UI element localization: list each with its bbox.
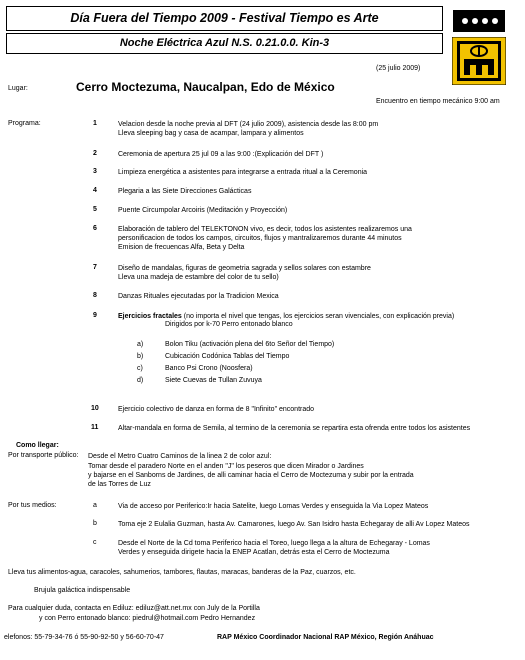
publico-line-2: Tomar desde el paradero Norte en el anden "J" los peseros que dicen Mirador o Jardines bbox=[88, 463, 364, 470]
item-10-line-1: Ejercicio colectivo de danza en forma de 8 "Infinito" encontrado bbox=[118, 406, 315, 413]
item-7-line-2: Lleva una madeja de estambre del color de tu sello) bbox=[118, 274, 279, 281]
item-number: 7 bbox=[93, 264, 97, 271]
item-number: 11 bbox=[91, 424, 99, 431]
page-subtitle: Noche Eléctrica Azul N.S. 0.21.0.0. Kin-3 bbox=[6, 33, 443, 54]
transporte-publico-label: Por transporte público: bbox=[8, 452, 79, 459]
lugar-label: Lugar: bbox=[8, 85, 28, 92]
item-number: 10 bbox=[91, 405, 99, 412]
item-7-line-1: Diseño de mandalas, figuras de geometria sagrada y sellos solares con estambre bbox=[118, 265, 371, 272]
item-number: 2 bbox=[93, 150, 97, 157]
rap-line: RAP México Coordinador Nacional RAP México, Región Anáhuac bbox=[217, 634, 434, 641]
item-2-line-1: Ceremonia de apertura 25 jul 09 a las 9:00 :(Explicación del DFT ) bbox=[118, 151, 324, 158]
date-label: (25 julio 2009) bbox=[376, 65, 421, 72]
item-number: 5 bbox=[93, 206, 97, 213]
sub-item-text: Siete Cuevas de Tullan Zuvuya bbox=[165, 377, 262, 384]
item-9-rest: (no importa el nivel que tengas, los ejercicios seran vivenciales, con explicación previa) bbox=[181, 313, 455, 320]
four-dots-icon bbox=[453, 10, 505, 32]
sub-item-letter: a) bbox=[137, 341, 144, 348]
tus-medios-label: Por tus medios: bbox=[8, 502, 57, 509]
item-8-line-1: Danzas Rituales ejecutadas por la Tradicion Mexica bbox=[118, 293, 279, 300]
item-9-bold: Ejercicios fractales bbox=[118, 313, 182, 320]
sub-item-text: Bolon Tiku (activación plena del 6to Señor del Tiempo) bbox=[165, 341, 335, 348]
page-title: Día Fuera del Tiempo 2009 - Festival Tiempo es Arte bbox=[6, 6, 443, 31]
item-number: 6 bbox=[93, 225, 97, 232]
telefonos-line: elefonos: 55-79-34-76 ó 55-90-92-50 y 56-60-70-47 bbox=[4, 634, 164, 641]
item-number: 3 bbox=[93, 168, 97, 175]
item-6-line-1: Elaboración de tablero del TELEKTONON vivo, es decir, todos los asistentes realizaremos una bbox=[118, 226, 412, 233]
medio-a-line-1: Via de acceso por Periferico:Ir hacia Satelite, luego Lomas Verdes y enseguida la Via Lopez Mateos bbox=[118, 503, 429, 510]
publico-line-4: de las Torres de Luz bbox=[88, 481, 151, 488]
contacto-line-1: Para cualquier duda, contacta en Ediluz: ediluz@att.net.mx con July de la Portilla bbox=[8, 605, 260, 612]
sub-item-letter: b) bbox=[137, 353, 144, 360]
item-number: 4 bbox=[93, 187, 97, 194]
programa-label: Programa: bbox=[8, 120, 41, 127]
item-1-line-1: Velacion desde la noche previa al DFT (24 julio 2009), asistencia desde las 8:00 pm bbox=[118, 121, 379, 128]
sub-item-letter: d) bbox=[137, 377, 144, 384]
item-number: 1 bbox=[93, 120, 97, 127]
medio-c-line-2: Verdes y enseguida dirigete hacia la ENEP Acatlan, detrás esta el Cerro de Moctezuma bbox=[118, 549, 390, 556]
sub-item-letter: c) bbox=[137, 365, 143, 372]
item-6-line-2: personificacion de todos los campos, circuitos, flujos y mantralizaremos durante 44 minutos bbox=[118, 235, 402, 242]
medio-letter: c bbox=[93, 539, 97, 546]
item-6-line-3: Emision de frecuencas Alfa, Beta y Delta bbox=[118, 244, 245, 251]
item-5-line-1: Puente Circumpolar Arcoiris (Meditación y Proyección) bbox=[118, 207, 288, 214]
lugar-value: Cerro Moctezuma, Naucalpan, Edo de México bbox=[76, 80, 335, 94]
sub-item-text: Cubicación Codónica Tablas del Tiempo bbox=[165, 353, 290, 360]
item-9-line-1 bbox=[118, 312, 454, 321]
medio-letter: a bbox=[93, 502, 97, 509]
item-number: 9 bbox=[93, 312, 97, 319]
item-4-line-1: Plegaria a las Siete Direcciones Galácticas bbox=[118, 188, 252, 195]
item-3-line-1: Limpieza energética a asistentes para integrarse a entrada ritual a la Ceremonia bbox=[118, 169, 368, 176]
sub-item-text: Banco Psi Crono (Noosfera) bbox=[165, 365, 253, 372]
item-9-line-2: Dirigidos por k-70 Perro entonado blanco bbox=[165, 321, 293, 328]
item-number: 8 bbox=[93, 292, 97, 299]
medio-c-line-1: Desde el Norte de la Cd toma Periferico hacia el Toreo, luego llega a la altura de Echegaray - Lomas bbox=[118, 540, 430, 547]
item-11-line-1: Altar-mandala en forma de Semila, al termino de la ceremonia se repartira esta ofrenda entre todos los asistentes bbox=[118, 425, 471, 432]
como-llegar-heading: Como llegar: bbox=[16, 442, 59, 449]
galactic-seal-icon bbox=[452, 37, 506, 85]
item-1-line-2: Lleva sleeping bag y casa de acampar, lampara y alimentos bbox=[118, 130, 304, 137]
medio-b-line-1: Toma eje 2 Eulalia Guzman, hasta Av. Camarones, luego Av. San Isidro hasta Echegaray de alli Av Lopez Mateos bbox=[118, 521, 470, 528]
lleva-line: Lleva tus alimentos-agua, caracoles, sahumerios, tambores, flautas, maracas, banderas de la Paz, cuarzos, etc. bbox=[8, 569, 356, 576]
lugar-note: Encuentro en tiempo mecánico 9:00 am bbox=[376, 98, 500, 105]
contacto-line-2: y con Perro entonado blanco: piedrul@hotmail.com Pedro Hernandez bbox=[39, 615, 256, 622]
publico-line-1: Desde el Metro Cuatro Caminos de la linea 2 de color azul: bbox=[88, 453, 272, 460]
publico-line-3: y bajarse en el Sanborns de Jardines, de alli caminar hacia el Cerro de Moctezuma y subir por la entrada bbox=[88, 472, 414, 479]
medio-letter: b bbox=[93, 520, 97, 527]
brujula-line: Brujula galáctica indispensable bbox=[34, 587, 131, 594]
